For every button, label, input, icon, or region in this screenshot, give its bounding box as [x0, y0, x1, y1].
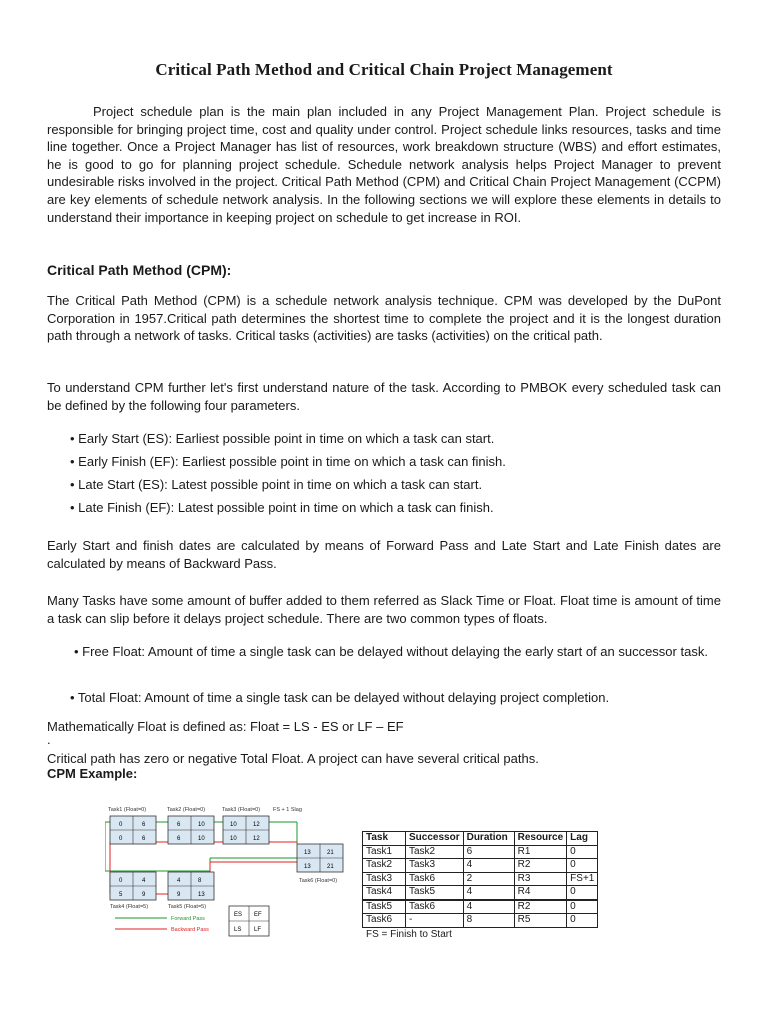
- cell: 0: [567, 886, 598, 900]
- task2-label: Task2 (Float=0): [167, 807, 206, 813]
- fs-lag-label: FS + 1 Slag: [273, 807, 302, 813]
- cell: R2: [514, 900, 567, 914]
- node-value: 21: [327, 864, 334, 870]
- node-value: 0: [119, 878, 123, 884]
- node-value: 9: [177, 892, 181, 898]
- table-row: [363, 886, 598, 900]
- node-value: 9: [142, 892, 146, 898]
- node-value: 6: [177, 836, 181, 842]
- node-value: 10: [198, 822, 205, 828]
- cpm-network-diagram: [105, 802, 350, 942]
- key-ef: EF: [254, 912, 262, 918]
- formula-dot: .: [47, 732, 51, 747]
- cell: R4: [514, 886, 567, 900]
- node-value: 10: [198, 836, 205, 842]
- node-value: 10: [230, 836, 237, 842]
- node-value: 4: [142, 878, 146, 884]
- cell: 2: [463, 872, 514, 886]
- node-key: [229, 906, 269, 936]
- task1-label: Task1 (Float=0): [108, 807, 147, 813]
- critical-path-note: Critical path has zero or negative Total Float. A project can have several critical paths.: [47, 751, 539, 766]
- cell: 0: [567, 900, 598, 914]
- cell: Task6: [406, 872, 464, 886]
- header-resource: Resource: [514, 832, 567, 846]
- cell: R2: [514, 859, 567, 873]
- table-row: [363, 872, 598, 886]
- total-float-item: • Total Float: Amount of time a single task can be delayed without delaying project completion.: [70, 690, 610, 705]
- cell: -: [406, 914, 464, 928]
- cell: 8: [463, 914, 514, 928]
- task5-label: Task5 (Float=5): [168, 904, 207, 910]
- cell: Task5: [406, 886, 464, 900]
- cell: Task1: [363, 845, 406, 859]
- float-paragraph: Many Tasks have some amount of buffer added to them referred as Slack Time or Float. Float time is amount of time a task can slip before it delays project schedule. There are two common types of floats.: [47, 593, 721, 626]
- task4-label: Task4 (Float=5): [110, 904, 149, 910]
- header-task: Task: [363, 832, 406, 846]
- node-value: 6: [142, 822, 146, 828]
- node-value: 6: [142, 836, 146, 842]
- pass-paragraph: Early Start and finish dates are calculated by means of Forward Pass and Late Start and Late Finish dates are calculated by means of Backward Pass.: [47, 538, 721, 571]
- float-formula: Mathematically Float is defined as: Float = LS - ES or LF – EF: [47, 719, 404, 734]
- node-value: 6: [177, 822, 181, 828]
- node-value: 13: [198, 892, 205, 898]
- task6-label: Task6 (Float=0): [299, 878, 338, 884]
- cell: Task6: [363, 914, 406, 928]
- node-value: 13: [304, 864, 311, 870]
- cpm-heading: Critical Path Method (CPM):: [47, 262, 232, 278]
- cell: 0: [567, 914, 598, 928]
- node-task2: [168, 816, 214, 844]
- cell: 4: [463, 859, 514, 873]
- node-value: 13: [304, 850, 311, 856]
- cpm-example-heading: CPM Example:: [47, 766, 138, 781]
- fs-note: FS = Finish to Start: [366, 929, 452, 940]
- cell: Task2: [363, 859, 406, 873]
- cell: R5: [514, 914, 567, 928]
- cell: R1: [514, 845, 567, 859]
- node-value: 4: [177, 878, 181, 884]
- cell: R3: [514, 872, 567, 886]
- param-early-finish: • Early Finish (EF): Earliest possible point in time on which a task can finish.: [70, 454, 506, 469]
- header-lag: Lag: [567, 832, 598, 846]
- node-task6: [297, 844, 343, 872]
- table-header-row: [363, 832, 598, 846]
- cpm-task-table-wrapper: [362, 831, 598, 928]
- node-value: 8: [198, 878, 202, 884]
- key-lf: LF: [254, 927, 262, 933]
- cell: 6: [463, 845, 514, 859]
- param-early-start: • Early Start (ES): Earliest possible point in time on which a task can start.: [70, 431, 495, 446]
- node-task3: [223, 816, 269, 844]
- node-value: 21: [327, 850, 334, 856]
- legend-backward-pass: Backward Pass: [171, 927, 209, 933]
- node-value: 0: [119, 822, 123, 828]
- cell: FS+1: [567, 872, 598, 886]
- header-duration: Duration: [463, 832, 514, 846]
- key-es: ES: [234, 912, 243, 918]
- table-row: [363, 914, 598, 928]
- key-ls: LS: [234, 927, 242, 933]
- cell: 0: [567, 845, 598, 859]
- param-late-start: • Late Start (ES): Latest possible point in time on which a task can start.: [70, 477, 483, 492]
- table-row: [363, 845, 598, 859]
- document-title: Critical Path Method and Critical Chain Project Management: [155, 60, 613, 79]
- legend-forward-pass: Forward Pass: [171, 916, 205, 922]
- cell: Task3: [406, 859, 464, 873]
- table-row: [363, 900, 598, 914]
- node-value: 12: [253, 822, 260, 828]
- cell: Task4: [363, 886, 406, 900]
- header-successor: Successor: [406, 832, 464, 846]
- cell: Task2: [406, 845, 464, 859]
- cell: 4: [463, 886, 514, 900]
- node-value: 5: [119, 892, 123, 898]
- table-row: [363, 859, 598, 873]
- node-task4: [110, 872, 156, 900]
- cell: Task6: [406, 900, 464, 914]
- cell: 4: [463, 900, 514, 914]
- cell: Task5: [363, 900, 406, 914]
- node-value: 12: [253, 836, 260, 842]
- cell: 0: [567, 859, 598, 873]
- param-late-finish: • Late Finish (EF): Latest possible point in time on which a task can finish.: [70, 500, 494, 515]
- cpm-definition-paragraph: The Critical Path Method (CPM) is a schedule network analysis technique. CPM was developed by the DuPont Corporation in 1957.Critical path determines the shortest time to complete the project and it is the longest duration path through a network of tasks. Critical tasks (activities) are tasks (activities) on the critical path.: [47, 293, 721, 344]
- cpm-task-table: [362, 831, 598, 928]
- intro-paragraph: Project schedule plan is the main plan included in any Project Management Plan. Project schedule is responsible for bringing project time, cost and quality under control. Project schedule links resources, tasks and time line together. Once a Project Manager has list of resources, work breakdown structure (WBS) and effort estimates, he is good to go for planning project schedule. Schedule network analysis helps Project Manager to prevent undesirable risks involved in the project. Critical Path Method (CPM) and Critical Chain Project Management (CCPM) are key elements of schedule network analysis. In the following sections we will explore these elements in details to understand their importance in keeping project on schedule to get increase in ROI.: [47, 104, 721, 225]
- node-value: 10: [230, 822, 237, 828]
- node-value: 0: [119, 836, 123, 842]
- cpm-parameters-intro: To understand CPM further let's first understand nature of the task. According to PMBOK every scheduled task can be defined by the following four parameters.: [47, 380, 721, 413]
- cell: Task3: [363, 872, 406, 886]
- node-task5: [168, 872, 214, 900]
- free-float-item: • Free Float: Amount of time a single task can be delayed without delaying the early start of an successor task.: [74, 644, 708, 659]
- node-task1: [110, 816, 156, 844]
- task3-label: Task3 (Float=0): [222, 807, 261, 813]
